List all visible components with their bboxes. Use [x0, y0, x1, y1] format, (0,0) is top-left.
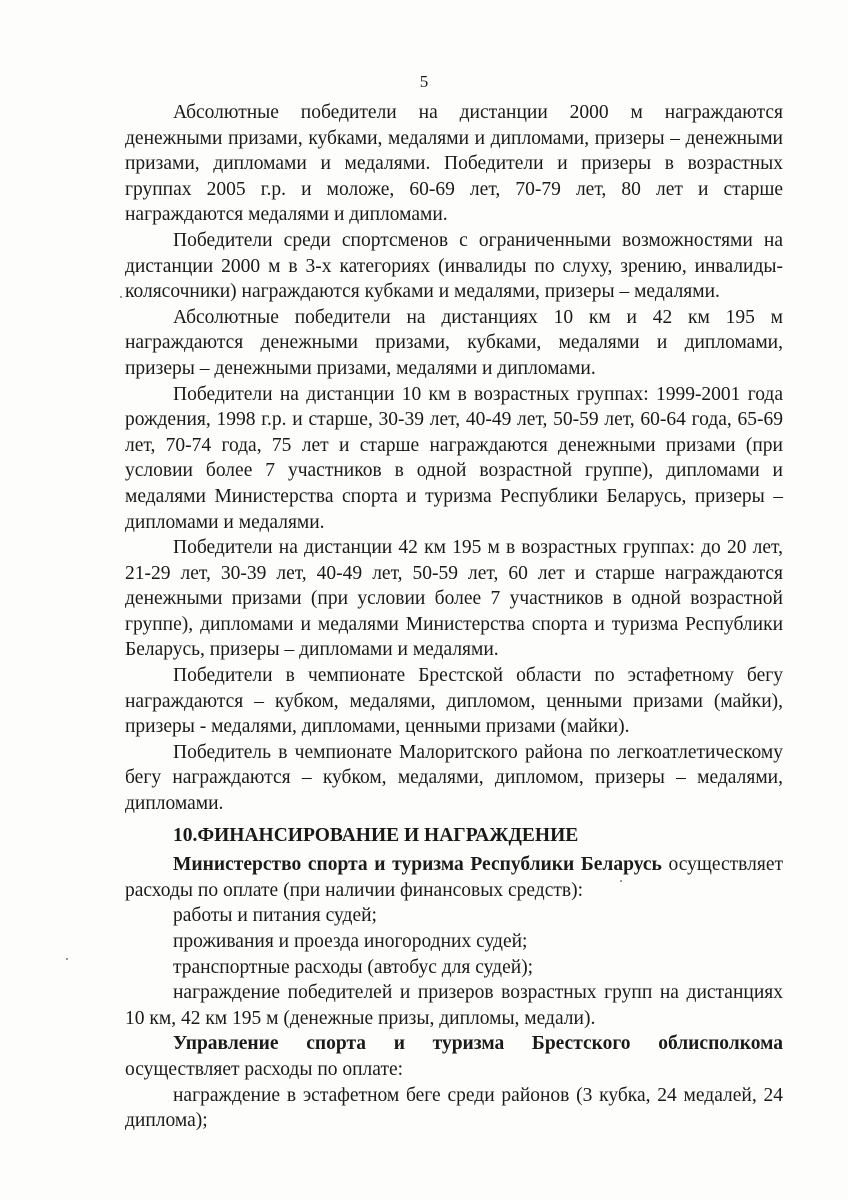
scan-speck [620, 880, 622, 882]
department-paragraph [125, 1031, 783, 1082]
paragraph-absolute-winners-2000m: Абсолютные победители на дистанции 2000 м награждаются денежными призами, кубками, медалями и дипломами, призеры – денежными призами, дипломами и медалями. Победители и призеры в возрастных группах 2005 г.р. и моложе, 60-69 лет, 70-79 лет, 80 лет и старше награждаются медалями и дипломами. [125, 102, 783, 226]
ministry-item: награждение победителей и призеров возрастных групп на дистанциях 10 км, 42 км 195 м (денежные призы, дипломы, медали). [125, 982, 783, 1029]
paragraph-brest-relay-championship: Победители в чемпионате Брестской области по эстафетному бегу награждаются – кубком, медалями, дипломом, ценными призами (майки), призеры - медалями, дипломами, ценными призами (майки). [125, 665, 783, 738]
ministry-lead: Министерство спорта и туризма Республики Беларусь [173, 854, 662, 876]
paragraph-10km-age-groups: Победители на дистанции 10 км в возрастных группах: 1999-2001 года рождения, 1998 г.р. и старше, 30-39 лет, 40-49 лет, 50-59 лет, 60-64 года, 65-69 лет, 70-74 года, 75 лет и старше награждаются денежными призами (при условии более 7 участников в одной возрастной группе), дипломами и медалями Министерства спорта и туризма Республики Беларусь, призеры – дипломами и медалями. [125, 383, 783, 533]
page-number: 5 [419, 72, 429, 91]
department-item: награждение в эстафетном беге среди районов (3 кубка, 24 медалей, 24 диплома); [125, 1084, 783, 1132]
paragraph-42km-age-groups: Победители на дистанции 42 км 195 м в возрастных группах: до 20 лет, 21-29 лет, 30-39 лет, 40-49 лет, 50-59 лет, 60 лет и старше награждаются денежными призами (при условии более 7 участников в одной возрастной группе), дипломами и медалями Министерства спорта и туризма Республики Беларусь, призеры – дипломами и медалями. [125, 537, 783, 661]
department-lead: Управление спорта и туризма Брестского облисполкома [173, 1033, 783, 1055]
paragraph-malorita-championship: Победитель в чемпионате Малоритского района по легкоатлетическому бегу награждаются – кубком, медалями, дипломом, призеры – медалями, дипломами. [125, 741, 783, 815]
section-heading: 10.ФИНАНСИРОВАНИЕ И НАГРАЖДЕНИЕ [173, 824, 579, 846]
paragraph-disabled-athletes: Победители среди спортсменов с ограниченными возможностями на дистанции 2000 м в 3-х категориях (инвалиды по слуху, зрению, инвалиды-колясочники) награждаются кубками и медалями, призеры – медалями. [125, 229, 783, 303]
department-rest: осуществляет расходы по оплате: [125, 1058, 404, 1080]
ministry-rest: осуществляет расходы по оплате (при наличии финансовых средств): [125, 854, 784, 901]
scan-speck [120, 296, 122, 298]
ministry-item: проживания и проезда иногородних судей; [173, 931, 528, 952]
ministry-paragraph [125, 852, 783, 903]
paragraph-absolute-winners-10km-42km: Абсолютные победители на дистанциях 10 км и 42 км 195 м награждаются денежными призами, кубками, медалями и дипломами, призеры – денежными призами, медалями и дипломами. [125, 306, 783, 379]
ministry-item: транспортные расходы (автобус для судей); [173, 956, 534, 978]
document-body [125, 100, 783, 1134]
ministry-item: работы и питания судей; [173, 905, 377, 927]
scan-speck [66, 958, 68, 960]
